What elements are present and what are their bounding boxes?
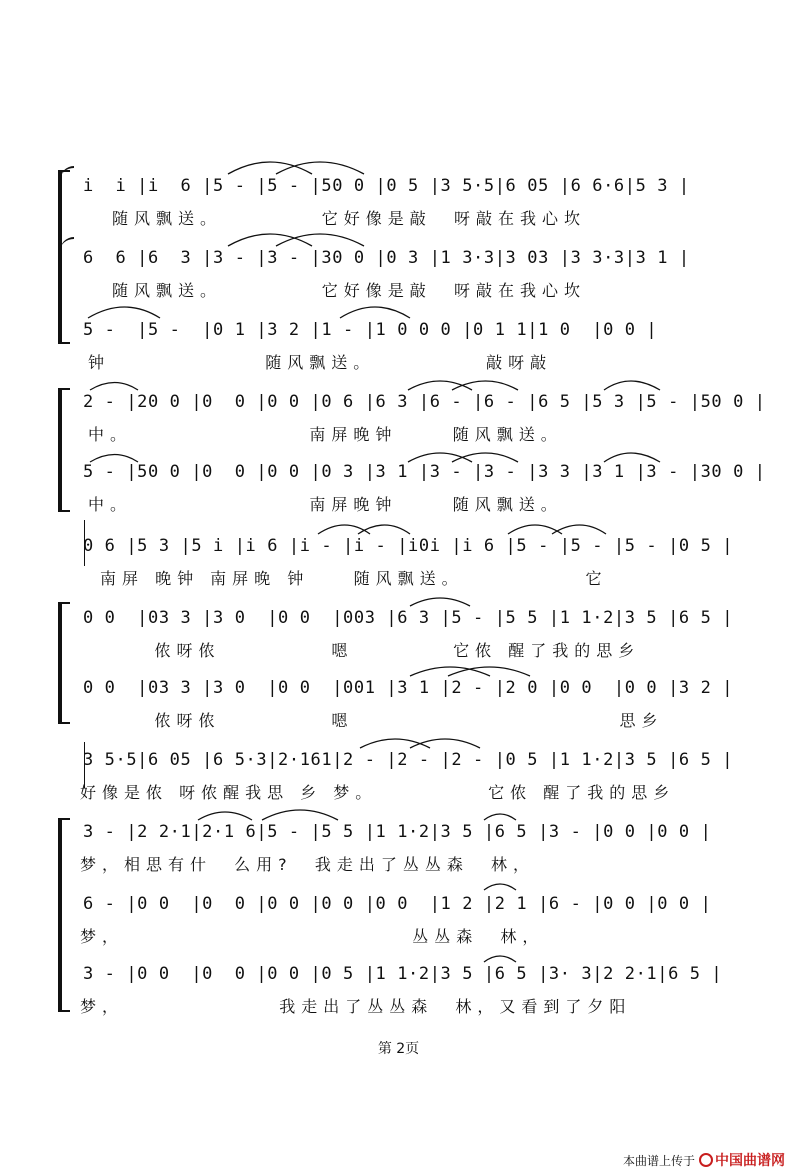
lyrics-line: 好像是侬 呀侬醒我思 乡 梦。 它侬 醒了我的思乡 (80, 783, 676, 802)
notation-line: i i |i 6 |5 - |5 - |50 0 |0 5 |3 5·5|6 05 |6 6·6|5 3 | (83, 176, 690, 196)
lyrics-line: 梦， 我走出了丛丛森 林，又看到了夕阳 (80, 997, 632, 1016)
upload-credit (623, 1150, 785, 1170)
notation-line: 3 5·5|6 05 |6 5·3|2·161|2 - |2 - |2 - |0 5 |1 1·2|3 5 |6 5 | (83, 750, 734, 770)
staff-line (0, 248, 797, 318)
staff-line (0, 536, 797, 606)
notation-line: 5 - |50 0 |0 0 |0 0 |0 3 |3 1 |3 - |3 - |3 3 |3 1 |3 - |30 0 | (83, 462, 766, 482)
lyrics-line: 梦，相思有什 么用? 我走出了丛丛森 林， (80, 855, 536, 874)
notation-line: 5 - |5 - |0 1 |3 2 |1 - |1 0 0 0 |0 1 1|1 0 |0 0 | (83, 320, 658, 340)
lyrics-line: 侬呀侬 嗯 思乡 (88, 711, 664, 730)
notation-line: 0 0 |03 3 |3 0 |0 0 |001 |3 1 |2 - |2 0 |0 0 |0 0 |3 2 | (83, 678, 734, 698)
staff-line (0, 678, 797, 748)
staff-line (0, 750, 797, 820)
logo-icon (699, 1153, 713, 1167)
lyrics-line: 钟 随风飘送。 敲呀敲 (88, 353, 553, 372)
lyrics-line: 中。 南屏晚钟 随风飘送。 (88, 495, 563, 514)
page-number: 第 2页 (377, 1041, 420, 1057)
logo-text: 中国曲谱网 (715, 1153, 785, 1169)
notation-line: 0 0 |03 3 |3 0 |0 0 |003 |6 3 |5 - |5 5 |1 1·2|3 5 |6 5 | (83, 608, 734, 628)
lyrics-line: 随风飘送。 它好像是敲 呀敲在我心坎 (112, 209, 586, 228)
notation-line: 6 6 |6 3 |3 - |3 - |30 0 |0 3 |1 3·3|3 03 |3 3·3|3 1 | (83, 248, 690, 268)
staff-line (0, 462, 797, 532)
notation-line: 6 - |0 0 |0 0 |0 0 |0 0 |0 0 |1 2 |2 1 |6 - |0 0 |0 0 | (83, 894, 712, 914)
staff-line (0, 320, 797, 390)
notation-line: 2 - |20 0 |0 0 |0 0 |0 6 |6 3 |6 - |6 - |6 5 |5 3 |5 - |50 0 | (83, 392, 766, 412)
lyrics-line: 侬呀侬 嗯 它侬 醒了我的思乡 (88, 641, 641, 660)
staff-line (0, 822, 797, 892)
staff-line (0, 176, 797, 246)
notation-line: 3 - |0 0 |0 0 |0 0 |0 5 |1 1·2|3 5 |6 5 |3· 3|2 2·1|6 5 | (83, 964, 723, 984)
lyrics-line: 中。 南屏晚钟 随风飘送。 (88, 425, 563, 444)
staff-line (0, 608, 797, 678)
staff-line (0, 894, 797, 964)
lyrics-line: 南屏 晚钟 南屏晚 钟 随风飘送。 它 (100, 569, 608, 588)
staff-line (0, 964, 797, 1034)
upload-text: 本曲谱上传于 (622, 1153, 695, 1168)
notation-line: 0 6 |5 3 |5 i |i 6 |i - |i - |i0i |i 6 |5 - |5 - |5 - |0 5 | (83, 536, 734, 556)
notation-line: 3 - |2 2·1|2·1 6|5 - |5 5 |1 1·2|3 5 |6 5 |3 - |0 0 |0 0 | (83, 822, 712, 842)
staff-line (0, 392, 797, 462)
lyrics-line: 随风飘送。 它好像是敲 呀敲在我心坎 (112, 281, 586, 300)
site-logo (699, 1150, 785, 1170)
lyrics-line: 梦， 丛丛森 林， (80, 927, 545, 946)
